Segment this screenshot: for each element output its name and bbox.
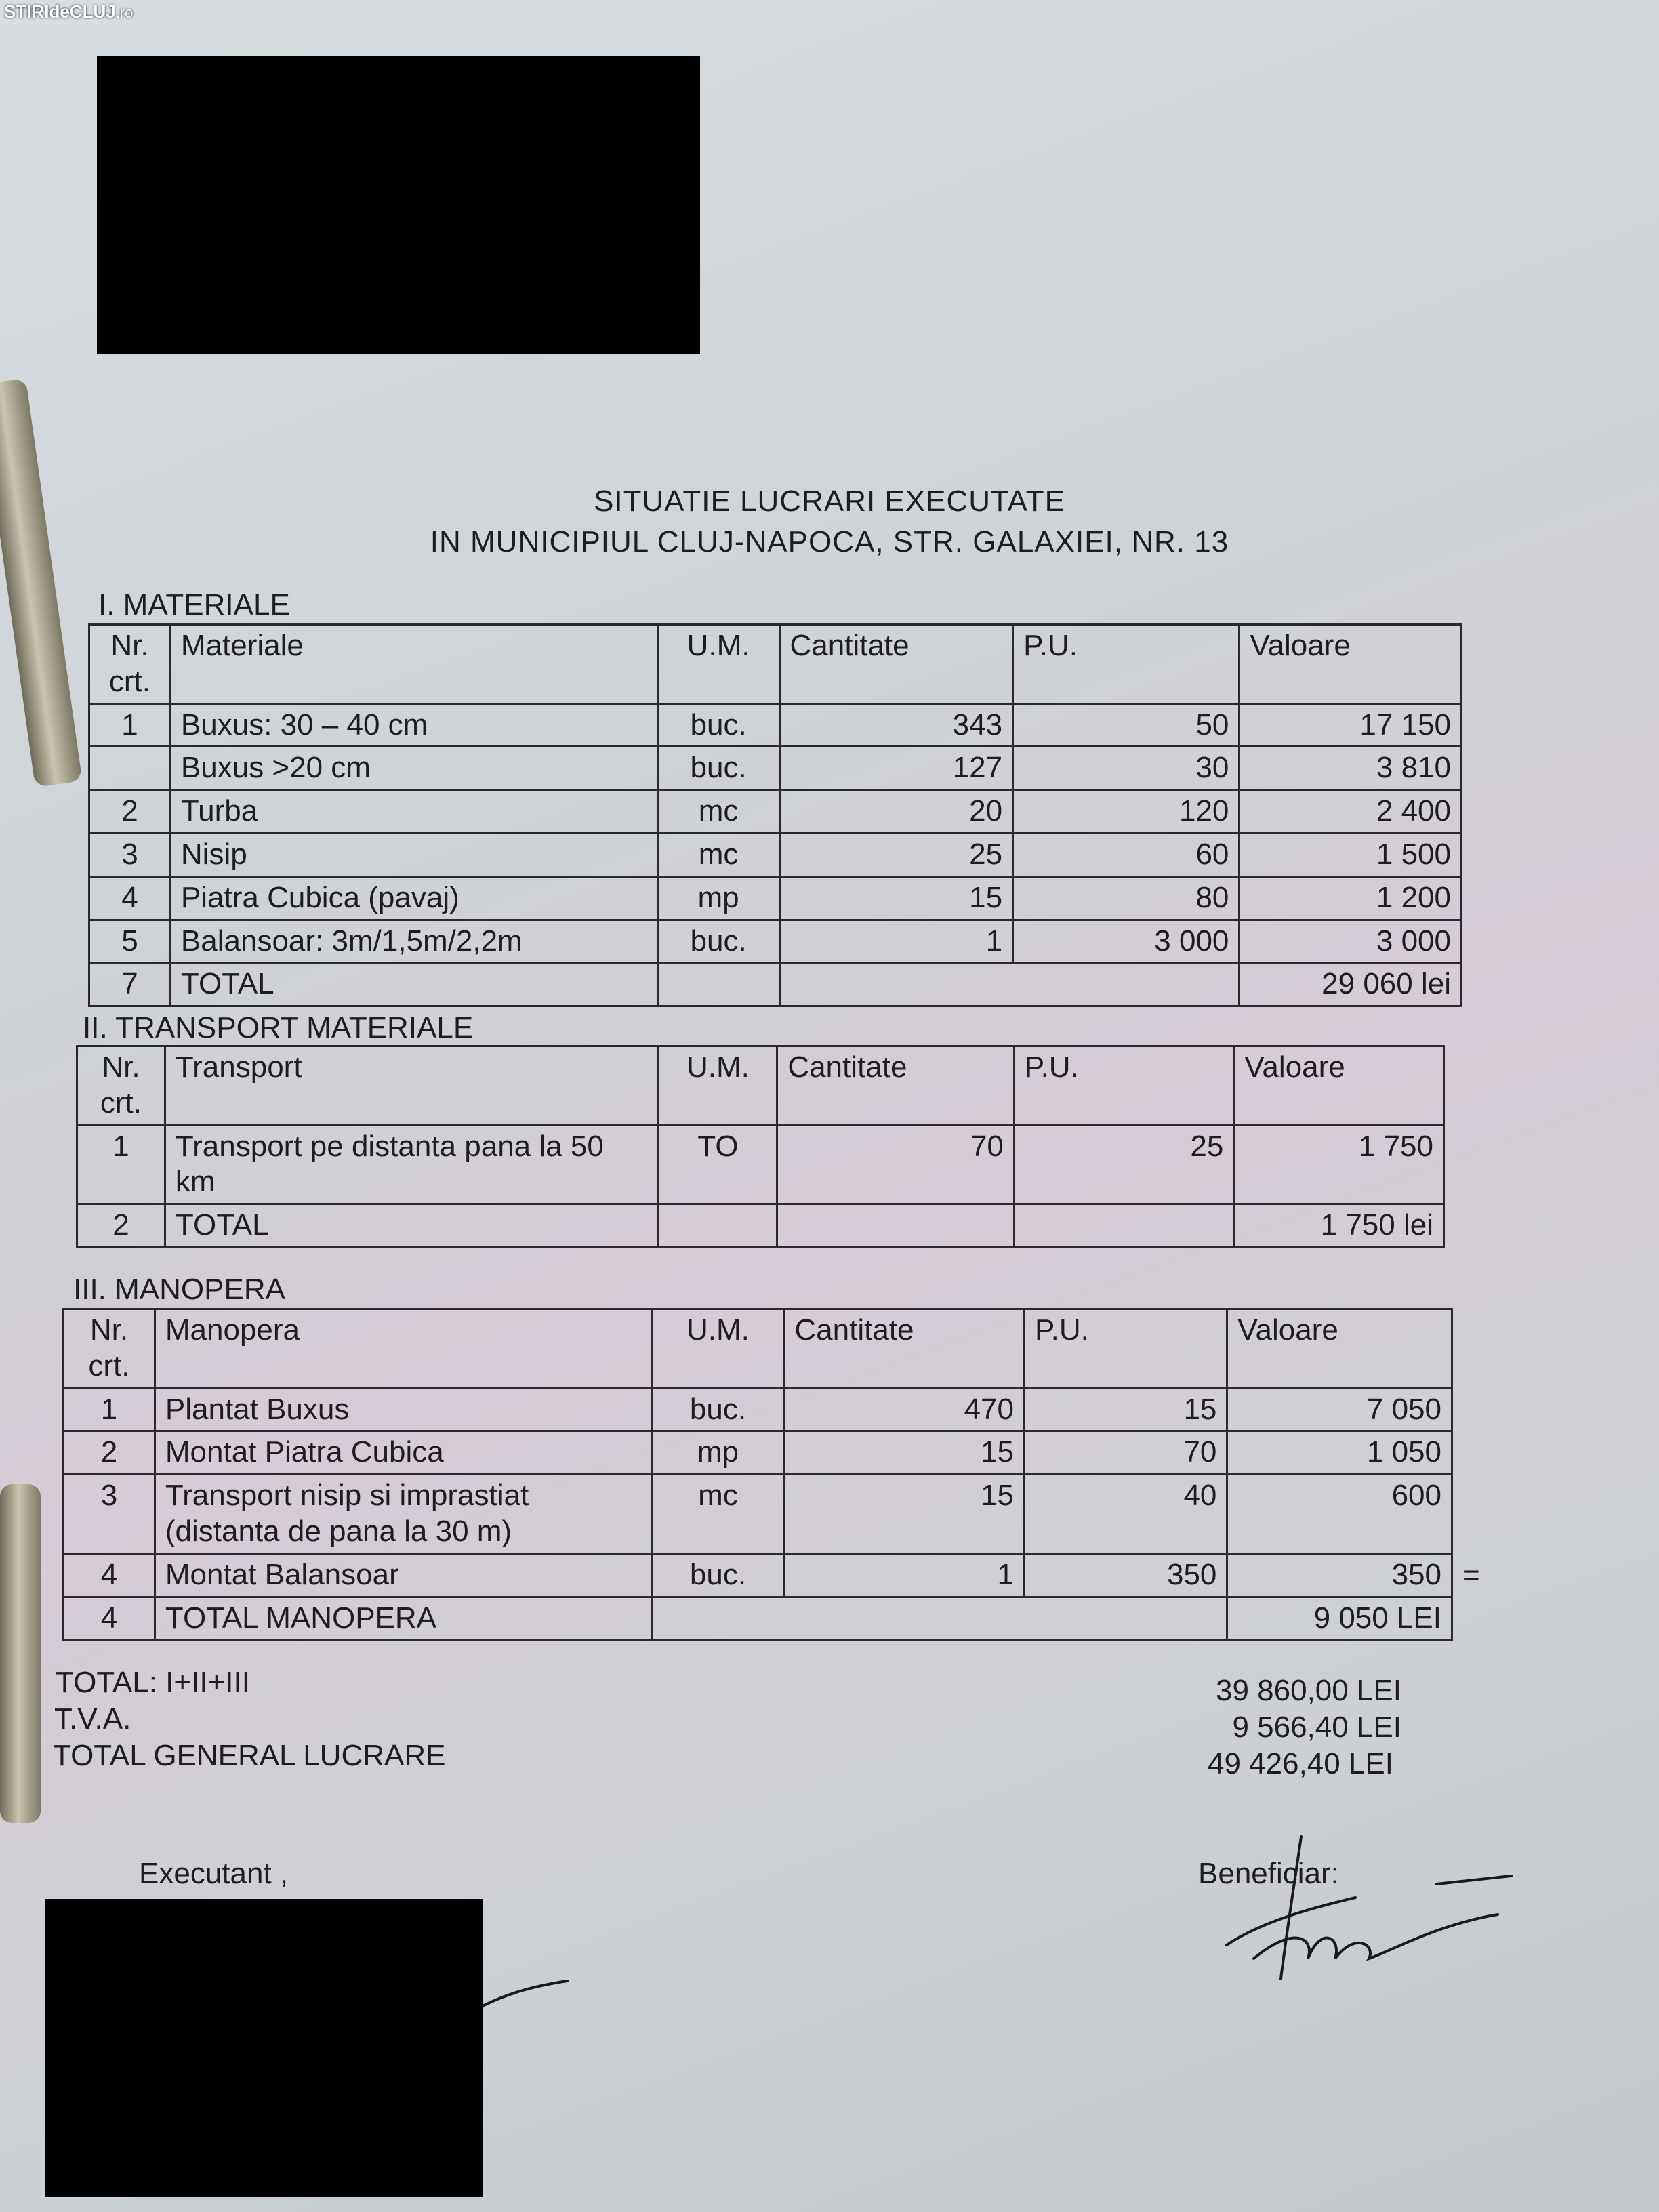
header-um: U.M. <box>652 1309 784 1389</box>
header-nr: Nr. crt. <box>89 625 171 704</box>
cell-qty: 15 <box>784 1475 1025 1554</box>
transport-table <box>76 1045 1445 1248</box>
table-row <box>77 1125 1444 1204</box>
header-nr: Nr. crt. <box>64 1309 155 1389</box>
cell-name: Buxus: 30 – 40 cm <box>170 703 657 747</box>
cell-pu: 120 <box>1013 790 1240 834</box>
materiale-table <box>88 623 1462 1007</box>
cell-pu: 70 <box>1024 1431 1227 1475</box>
table-row <box>89 833 1462 876</box>
cell-nr <box>89 747 171 790</box>
manopera-table <box>62 1308 1453 1641</box>
cell-nr: 3 <box>89 833 171 876</box>
total-nr: 7 <box>89 963 171 1006</box>
table-row <box>64 1475 1452 1554</box>
cell-pu: 50 <box>1013 703 1240 747</box>
header-pu: P.U. <box>1014 1046 1233 1126</box>
cell-val: 1 050 <box>1227 1431 1452 1475</box>
cell-qty: 1 <box>784 1553 1025 1597</box>
cell-pu: 3 000 <box>1013 920 1240 963</box>
cell-nr: 1 <box>89 703 171 747</box>
cell-um: buc. <box>652 1388 784 1431</box>
table-header-row <box>77 1046 1444 1126</box>
header-val: Valoare <box>1234 1046 1444 1126</box>
empty-cell <box>659 1204 777 1248</box>
table-row <box>64 1553 1452 1597</box>
cell-name: Turba <box>170 790 657 834</box>
document-title-line1: SITUATIE LUCRARI EXECUTATE <box>594 485 1065 518</box>
summary-total-value: 39 860,00 LEI <box>1215 1674 1401 1707</box>
cell-qty: 343 <box>779 703 1013 747</box>
table-header-row <box>89 625 1462 704</box>
cell-name: Buxus >20 cm <box>170 747 657 790</box>
cell-pu: 60 <box>1013 833 1240 876</box>
table-row <box>89 747 1462 790</box>
empty-cell <box>779 963 1240 1006</box>
watermark <box>4 1 133 22</box>
cell-um: mc <box>657 833 779 876</box>
total-row <box>89 963 1462 1006</box>
header-name: Materiale <box>170 625 657 704</box>
binder-clip-bottom <box>0 1484 41 1823</box>
header-nr: Nr. crt. <box>77 1046 165 1126</box>
total-row <box>77 1204 1444 1248</box>
cell-name: Piatra Cubica (pavaj) <box>170 876 657 920</box>
cell-pu: 80 <box>1013 876 1240 920</box>
header-val: Valoare <box>1240 625 1462 704</box>
empty-cell <box>652 1597 1227 1640</box>
cell-name: Plantat Buxus <box>155 1388 652 1431</box>
cell-name: Transport pe distanta pana la 50 km <box>165 1125 659 1204</box>
section-materiale-heading: I. MATERIALE <box>98 588 290 621</box>
header-qty: Cantitate <box>777 1046 1015 1126</box>
beneficiar-label: Beneficiar: <box>1198 1857 1339 1890</box>
cell-val: 350 <box>1227 1553 1452 1597</box>
cell-nr: 4 <box>89 876 171 920</box>
header-name: Manopera <box>155 1309 652 1389</box>
summary-total-label: TOTAL: I+II+III <box>56 1666 250 1699</box>
cell-um: buc. <box>657 703 779 747</box>
section-manopera-heading: III. MANOPERA <box>73 1273 285 1306</box>
empty-cell <box>657 963 779 1006</box>
binder-clip-top <box>0 378 82 787</box>
cell-um: mp <box>652 1431 784 1475</box>
cell-name: Montat Piatra Cubica <box>155 1431 652 1475</box>
cell-nr: 4 <box>64 1553 155 1597</box>
cell-qty: 470 <box>784 1388 1025 1431</box>
section-transport-heading: II. TRANSPORT MATERIALE <box>83 1011 474 1044</box>
table-header-row <box>64 1309 1452 1389</box>
cell-um: mc <box>652 1475 784 1554</box>
table-row <box>64 1388 1452 1431</box>
cell-val: 1 200 <box>1240 876 1462 920</box>
cell-nr: 1 <box>77 1125 165 1204</box>
cell-qty: 15 <box>784 1431 1025 1475</box>
empty-cell <box>777 1204 1015 1248</box>
cell-um: mp <box>657 876 779 920</box>
cell-qty: 15 <box>779 876 1013 920</box>
table-row <box>89 920 1462 963</box>
total-label: TOTAL <box>170 963 657 1006</box>
total-label: TOTAL <box>165 1204 659 1248</box>
cell-nr: 5 <box>89 920 171 963</box>
cell-val: 7 050 <box>1227 1388 1452 1431</box>
cell-pu: 15 <box>1024 1388 1227 1431</box>
cell-pu: 30 <box>1013 747 1240 790</box>
cell-val: 600 <box>1227 1475 1452 1554</box>
cell-um: buc. <box>652 1553 784 1597</box>
header-qty: Cantitate <box>784 1309 1025 1389</box>
total-label: TOTAL MANOPERA <box>155 1597 652 1640</box>
total-row <box>64 1597 1452 1640</box>
cell-um: buc. <box>657 920 779 963</box>
total-nr: 2 <box>77 1204 165 1248</box>
document-title-line2: IN MUNICIPIUL CLUJ-NAPOCA, STR. GALAXIEI, NR. 13 <box>430 525 1229 558</box>
executant-signature-stroke <box>483 1975 571 2009</box>
cell-name: Balansoar: 3m/1,5m/2,2m <box>170 920 657 963</box>
cell-qty: 127 <box>779 747 1013 790</box>
cell-val: 1 750 <box>1234 1125 1444 1204</box>
cell-pu: 25 <box>1014 1125 1233 1204</box>
cell-um: TO <box>659 1125 777 1204</box>
watermark-suffix: .ro <box>115 4 134 21</box>
header-pu: P.U. <box>1024 1309 1227 1389</box>
table-row <box>89 703 1462 747</box>
cell-val: 17 150 <box>1240 703 1462 747</box>
table-row <box>89 790 1462 834</box>
cell-qty: 70 <box>777 1125 1015 1204</box>
cell-nr: 3 <box>64 1475 155 1554</box>
cell-name: Transport nisip si imprastiat (distanta de pana la 30 m) <box>155 1475 652 1554</box>
cell-nr: 2 <box>89 790 171 834</box>
redaction-top <box>97 56 700 354</box>
total-value: 9 050 LEI <box>1227 1597 1452 1640</box>
summary-tva-value: 9 566,40 LEI <box>1232 1711 1401 1744</box>
cell-val: 2 400 <box>1240 790 1462 834</box>
header-pu: P.U. <box>1013 625 1240 704</box>
header-um: U.M. <box>659 1046 777 1126</box>
cell-qty: 1 <box>779 920 1013 963</box>
cell-nr: 1 <box>64 1388 155 1431</box>
cell-val: 3 000 <box>1240 920 1462 963</box>
redaction-bottom <box>45 1899 483 2197</box>
cell-name: Nisip <box>170 833 657 876</box>
total-value: 1 750 lei <box>1234 1204 1444 1248</box>
cell-val: 3 810 <box>1240 747 1462 790</box>
cell-um: mc <box>657 790 779 834</box>
summary-general-value: 49 426,40 LEI <box>1207 1747 1393 1780</box>
table-row <box>64 1431 1452 1475</box>
header-name: Transport <box>165 1046 659 1126</box>
cell-qty: 25 <box>779 833 1013 876</box>
empty-cell <box>1014 1204 1233 1248</box>
total-value: 29 060 lei <box>1240 963 1462 1006</box>
cell-pu: 40 <box>1024 1475 1227 1554</box>
executant-label: Executant , <box>139 1857 289 1890</box>
cell-nr: 2 <box>64 1431 155 1475</box>
header-val: Valoare <box>1227 1309 1452 1389</box>
header-qty: Cantitate <box>779 625 1013 704</box>
table-row <box>89 876 1462 920</box>
total-nr: 4 <box>64 1597 155 1640</box>
header-um: U.M. <box>657 625 779 704</box>
cell-name: Montat Balansoar <box>155 1553 652 1597</box>
cell-pu: 350 <box>1024 1553 1227 1597</box>
cell-qty: 20 <box>779 790 1013 834</box>
cell-um: buc. <box>657 747 779 790</box>
cell-val: 1 500 <box>1240 833 1462 876</box>
summary-general-label: TOTAL GENERAL LUCRARE <box>53 1739 446 1772</box>
beneficiar-signature <box>1213 1823 1518 1999</box>
equals-mark: = <box>1462 1559 1480 1592</box>
summary-tva-label: T.V.A. <box>54 1702 131 1736</box>
watermark-main: STIRIdeCLUJ <box>4 1 116 22</box>
